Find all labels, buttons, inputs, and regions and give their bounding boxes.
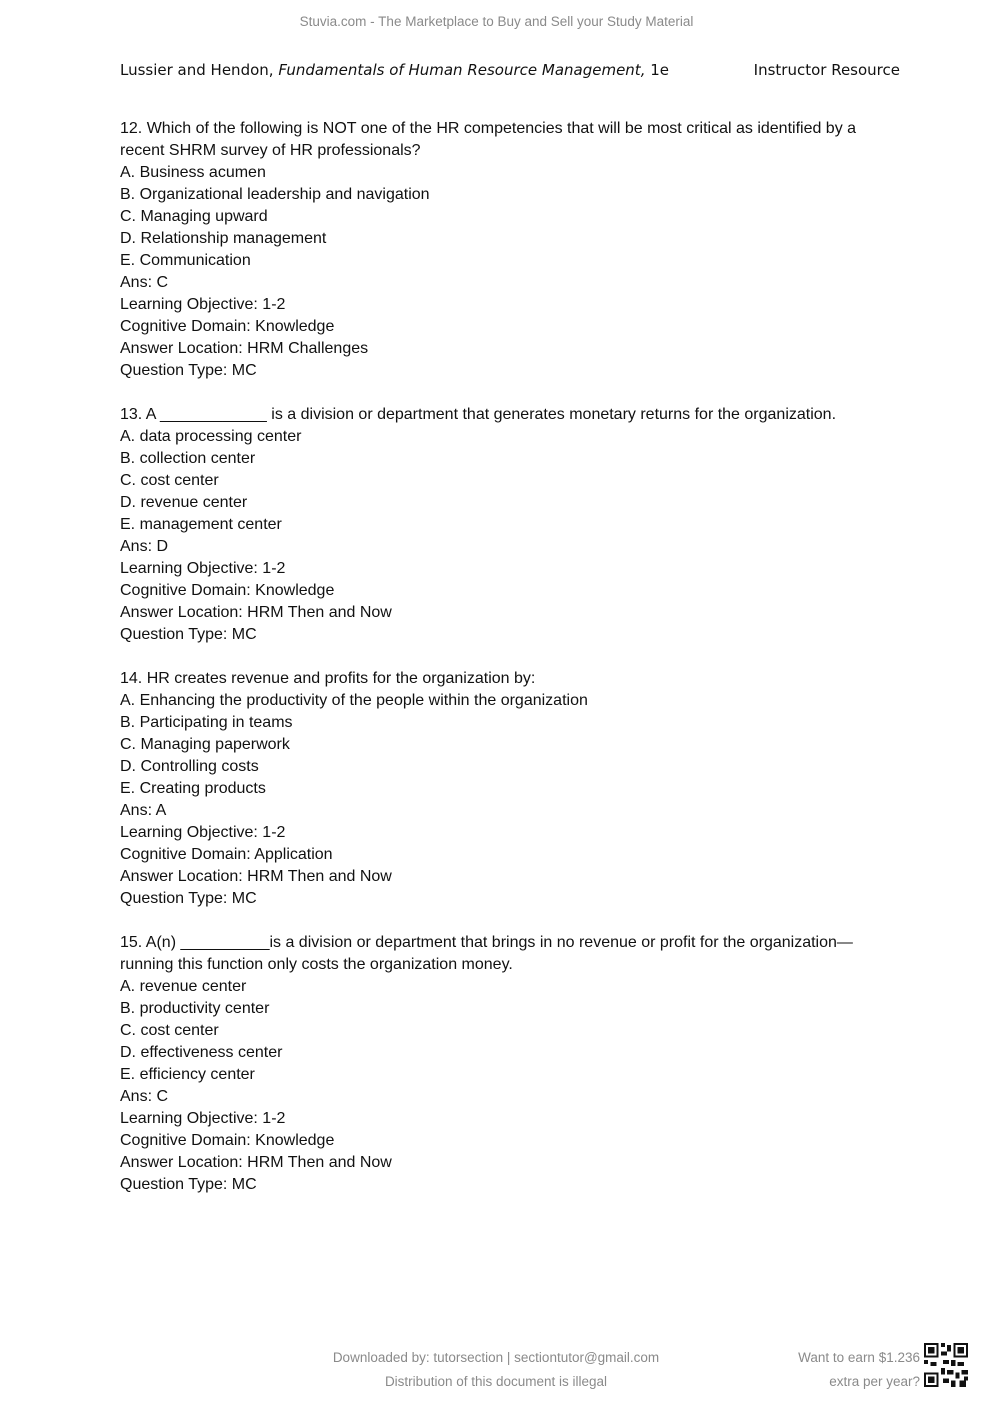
header-citation [120,61,669,79]
earn-promo-line2: extra per year? [829,1374,920,1389]
question-block [120,404,900,646]
option-e: E. Communication [120,252,251,269]
download-footer [300,1346,692,1394]
earn-promo-line1: Want to earn $1.236 [798,1350,920,1365]
option-d: D. effectiveness center [120,1044,283,1061]
answer-line: Ans: D [120,538,169,555]
option-e: E. Creating products [120,780,266,797]
distribution-notice: Distribution of this document is illegal [384,1374,608,1389]
option-c: C. Managing upward [120,208,268,225]
question-type: Question Type: MC [120,626,257,643]
question-block [120,118,900,382]
question-stem: 15. A(n) __________is a division or department that brings in no revenue or profit for the organization—running this function only costs the organization money. [120,934,853,973]
learning-objective: Learning Objective: 1-2 [120,1110,286,1127]
option-a: A. Business acumen [120,164,266,181]
option-b: B. productivity center [120,1000,270,1017]
header-authors: Lussier and Hendon, [120,61,279,79]
learning-objective: Learning Objective: 1-2 [120,560,286,577]
page-header [120,61,900,79]
answer-line: Ans: C [120,1088,169,1105]
question-stem: 12. Which of the following is NOT one of the HR competencies that will be most critical as identified by a recent SHRM survey of HR professionals? [120,120,857,159]
answer-location: Answer Location: HRM Then and Now [120,604,392,621]
option-c: C. cost center [120,1022,219,1039]
question-type: Question Type: MC [120,362,257,379]
stuvia-watermark: Stuvia.com - The Marketplace to Buy and Sell your Study Material [299,14,694,29]
option-d: D. Relationship management [120,230,327,247]
learning-objective: Learning Objective: 1-2 [120,824,286,841]
cognitive-domain: Cognitive Domain: Knowledge [120,582,335,599]
answer-line: Ans: A [120,802,167,819]
option-b: B. Organizational leadership and navigation [120,186,430,203]
question-block [120,932,900,1196]
option-c: C. cost center [120,472,219,489]
qr-code-icon[interactable] [924,1343,968,1387]
option-a: A. Enhancing the productivity of the people within the organization [120,692,588,709]
option-d: D. revenue center [120,494,248,511]
answer-location: Answer Location: HRM Then and Now [120,868,392,885]
option-c: C. Managing paperwork [120,736,290,753]
question-stem: 13. A ____________ is a division or department that generates monetary returns for the organization. [120,406,837,423]
cognitive-domain: Cognitive Domain: Application [120,846,333,863]
question-type: Question Type: MC [120,890,257,907]
option-e: E. management center [120,516,282,533]
downloaded-by-text: Downloaded by: tutorsection | sectiontutor@gmail.com [332,1350,660,1365]
option-b: B. Participating in teams [120,714,293,731]
option-b: B. collection center [120,450,256,467]
earn-promo[interactable] [760,1346,920,1394]
cognitive-domain: Cognitive Domain: Knowledge [120,1132,335,1149]
option-e: E. efficiency center [120,1066,255,1083]
option-d: D. Controlling costs [120,758,259,775]
option-a: A. data processing center [120,428,302,445]
question-list [120,118,900,1218]
answer-location: Answer Location: HRM Then and Now [120,1154,392,1171]
header-edition: 1e [645,61,670,79]
question-block [120,668,900,910]
option-a: A. revenue center [120,978,247,995]
question-type: Question Type: MC [120,1176,257,1193]
cognitive-domain: Cognitive Domain: Knowledge [120,318,335,335]
learning-objective: Learning Objective: 1-2 [120,296,286,313]
answer-location: Answer Location: HRM Challenges [120,340,369,357]
question-stem: 14. HR creates revenue and profits for the organization by: [120,670,536,687]
header-resource-label: Instructor Resource [753,61,900,79]
header-book-title: Fundamentals of Human Resource Management, [278,61,646,79]
answer-line: Ans: C [120,274,169,291]
